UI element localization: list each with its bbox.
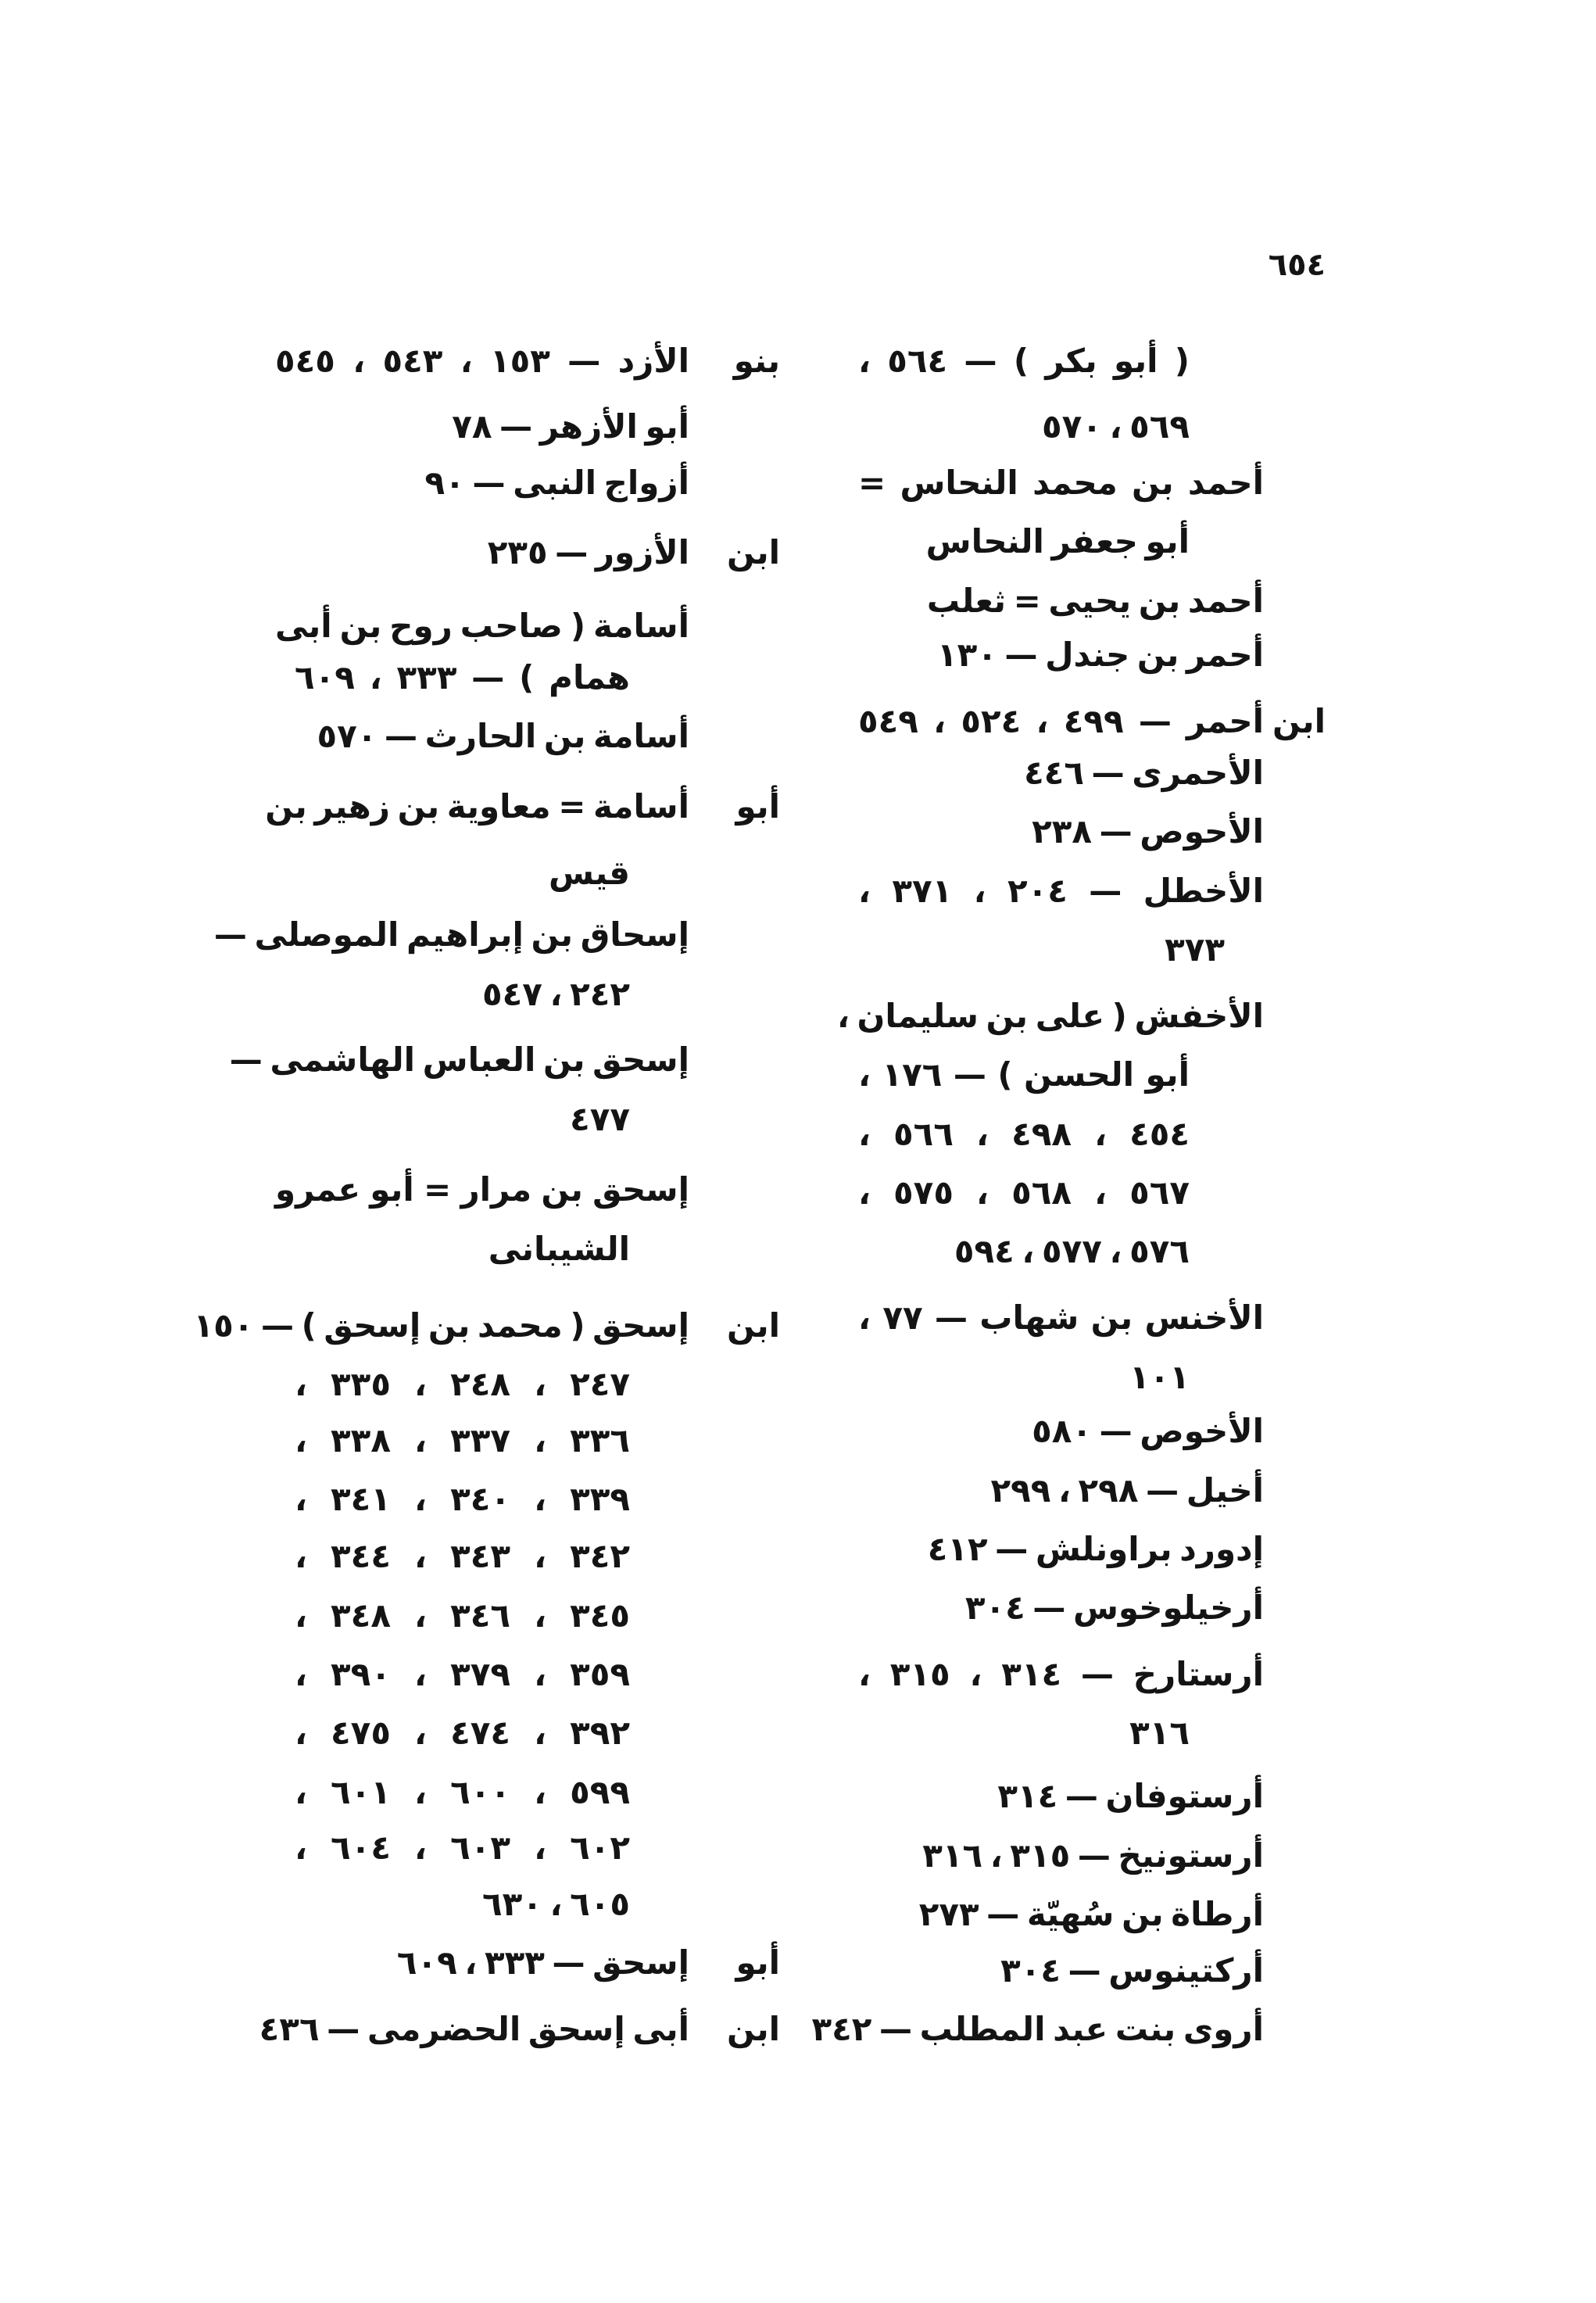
entry-line: ٤٥٤ ، ٤٩٨ ، ٥٦٦ ،	[858, 1115, 1190, 1153]
entry-line: إسحاق بن إبراهيم الموصلى —	[213, 915, 689, 954]
entry-line: أحمر — ٤٩٩ ، ٥٢٤ ، ٥٤٩	[858, 702, 1265, 740]
entry-line: أسامة = معاوية بن زهير بن	[265, 787, 689, 826]
entry-line: ١٠١	[1129, 1358, 1190, 1396]
entry-line: ٣٣٩ ، ٣٤٠ ، ٣٤١ ،	[295, 1480, 631, 1518]
entry-line: ٦٠٥ ، ٦٣٠	[481, 1885, 630, 1923]
entry-line: الأخنس بن شهاب — ٧٧ ،	[858, 1298, 1265, 1337]
entry-line: الشيبانى	[488, 1230, 630, 1268]
entry-prefix: ابن	[727, 533, 780, 571]
entry-line: إسحق — ٣٣٣ ، ٦٠٩	[396, 1943, 689, 1982]
entry-line: ٣٤٢ ، ٣٤٣ ، ٣٤٤ ،	[295, 1537, 631, 1575]
entry-line: أروى بنت عبد المطلب — ٣٤٢	[811, 2010, 1264, 2048]
entry-line: أرستارخ — ٣١٤ ، ٣١٥ ،	[858, 1655, 1264, 1693]
entry-line: إسحق بن مرار = أبو عمرو	[275, 1170, 689, 1209]
entry-line: أركتينوس — ٣٠٤	[1000, 1951, 1264, 1990]
entry-line: ٦٠٢ ، ٦٠٣ ، ٦٠٤ ،	[295, 1828, 631, 1867]
entry-line: الأحمرى — ٤٤٦	[1024, 754, 1264, 792]
entry-line: الأزد — ١٥٣ ، ٥٤٣ ، ٥٤٥	[275, 342, 689, 380]
entry-line: الأحوص — ٢٣٨	[1032, 812, 1264, 851]
entry-line: ٥٦٧ ، ٥٦٨ ، ٥٧٥ ،	[858, 1173, 1190, 1212]
entry-line: أحمر بن جندل — ١٣٠	[936, 636, 1264, 674]
entry-line: أبى إسحق الحضرمى — ٤٣٦	[259, 2010, 689, 2048]
entry-line: ٥٩٩ ، ٦٠٠ ، ٦٠١ ،	[295, 1773, 631, 1811]
entry-line: قيس	[548, 854, 630, 892]
entry-line: ٤٧٧	[570, 1100, 630, 1138]
entry-line: إدورد براونلش — ٤١٢	[927, 1530, 1264, 1568]
entry-line: ٣٧٣	[1165, 930, 1225, 969]
entry-line: ٣٣٦ ، ٣٣٧ ، ٣٣٨ ،	[295, 1421, 631, 1460]
entry-line: ٢٤٢ ، ٥٤٧	[481, 975, 630, 1013]
entry-line: أرستوفان — ٣١٤	[997, 1777, 1264, 1815]
entry-prefix: أبو	[735, 787, 780, 826]
entry-line: أزواج النبى — ٩٠	[424, 464, 689, 502]
entry-line: الأخفش ( على بن سليمان ،	[836, 997, 1264, 1035]
entry-line: ٥٧٦ ، ٥٧٧ ، ٥٩٤	[954, 1232, 1190, 1270]
entry-line: أبو الأزهر — ٧٨	[452, 407, 689, 446]
entry-line: أرخيلوخوس — ٣٠٤	[964, 1588, 1264, 1627]
entry-line: الأخوص — ٥٨٠	[1032, 1412, 1264, 1450]
entry-prefix: ابن	[727, 2010, 780, 2048]
entry-line: الأخطل — ٢٠٤ ، ٣٧١ ،	[858, 872, 1265, 910]
entry-prefix: بنو	[733, 342, 780, 380]
entry-line: ٣٩٢ ، ٤٧٤ ، ٤٧٥ ،	[295, 1714, 631, 1752]
entry-line: أرطاة بن سُهيّة — ٢٧٣	[918, 1895, 1264, 1933]
entry-line: همام ) — ٣٣٣ ، ٦٠٩	[295, 658, 630, 697]
entry-line: أسامة ( صاحب روح بن أبى	[275, 607, 689, 645]
entry-prefix: أبو	[735, 1943, 780, 1982]
entry-line: أحمد بن يحيى = ثعلب	[926, 582, 1264, 620]
entry-line: أبو جعفر النحاس	[925, 522, 1190, 561]
entry-line: ٥٦٩ ، ٥٧٠	[1041, 407, 1190, 446]
entry-line: إسحق بن العباس الهاشمى —	[229, 1040, 689, 1079]
entry-line: أخيل — ٢٩٨ ، ٢٩٩	[990, 1471, 1264, 1510]
entry-prefix: ابن	[1272, 702, 1326, 740]
entry-line: ٣٥٩ ، ٣٧٩ ، ٣٩٠ ،	[295, 1655, 631, 1693]
entry-line: أبو الحسن ) — ١٧٦ ،	[858, 1055, 1190, 1094]
entry-line: إسحق ( محمد بن إسحق ) — ١٥٠	[193, 1306, 689, 1345]
entry-line: أرستونيخ — ٣١٥ ، ٣١٦	[922, 1836, 1264, 1875]
entry-line: أسامة بن الحارث — ٥٧٠	[317, 717, 689, 755]
entry-line: الأزور — ٢٣٥	[487, 533, 689, 571]
entry-line: ٣١٦	[1129, 1714, 1190, 1752]
entry-prefix: ابن	[727, 1306, 780, 1345]
entry-line: ٣٤٥ ، ٣٤٦ ، ٣٤٨ ،	[295, 1596, 631, 1635]
entry-line: ( أبو بكر ) — ٥٦٤ ،	[858, 342, 1190, 380]
page-number: ٦٥٤	[1268, 247, 1326, 283]
entry-line: ٢٤٧ ، ٢٤٨ ، ٣٣٥ ،	[295, 1365, 631, 1403]
entry-line: أحمد بن محمد النحاس =	[858, 464, 1264, 502]
